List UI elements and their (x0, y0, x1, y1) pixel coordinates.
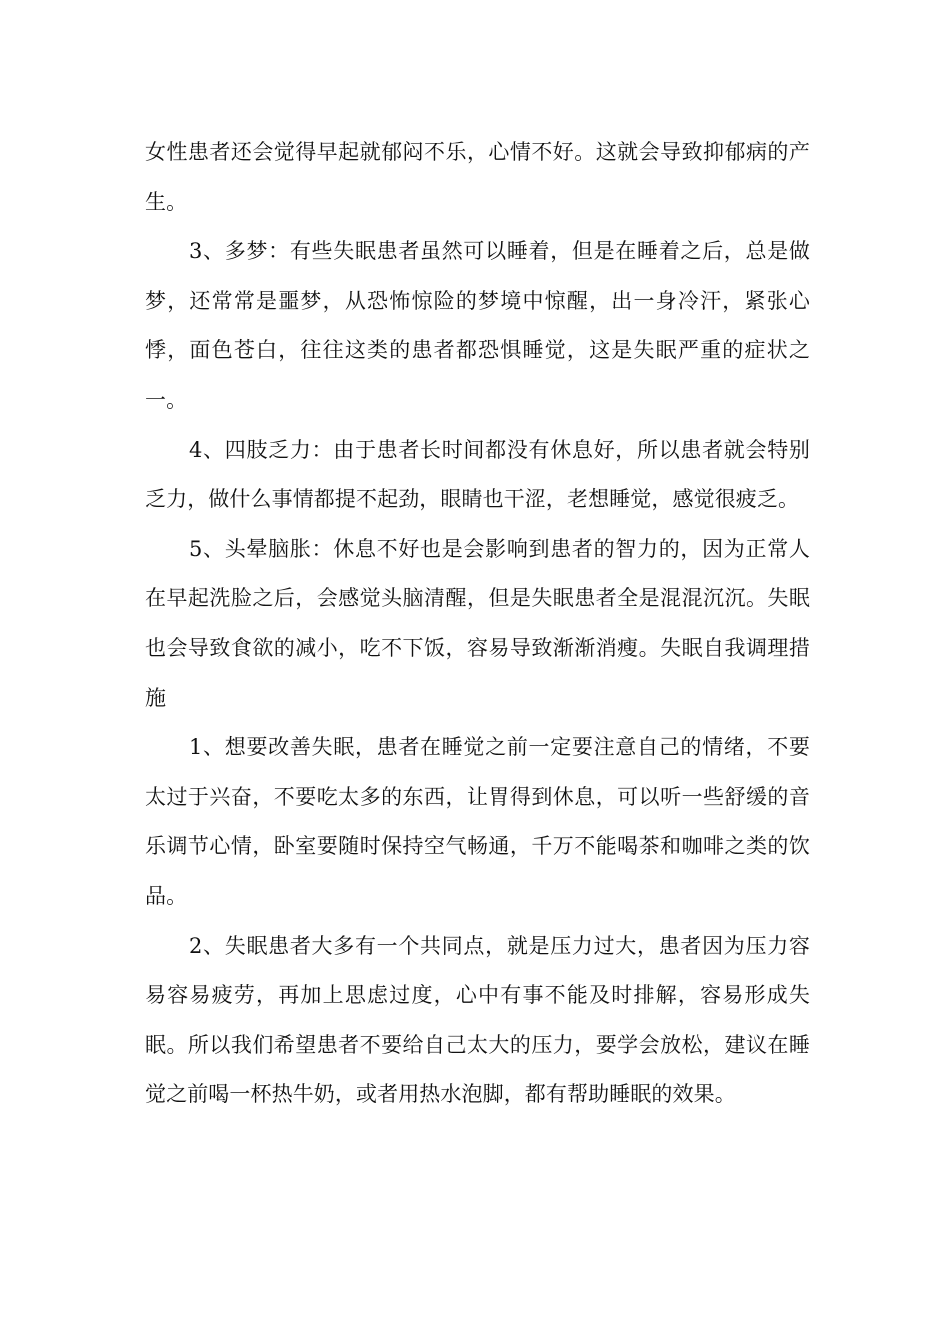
document-body (145, 128, 810, 1120)
paragraph-remedy-2: 2、失眠患者大多有一个共同点，就是压力过大，患者因为压力容易容易疲劳，再加上思虑过度，心中有事不能及时排解，容易形成失眠。所以我们希望患者不要给自己太大的压力，要学会放松，建议在睡觉之前喝一杯热牛奶，或者用热水泡脚，都有帮助睡眠的效果。 (145, 933, 810, 1107)
paragraph-dizziness: 5、头晕脑胀：休息不好也是会影响到患者的智力的，因为正常人在早起洗脸之后，会感觉头脑清醒，但是失眠患者全是混混沉沉。失眠也会导致食欲的减小，吃不下饭，容易导致渐渐消瘦。失眠自我调理措施 (145, 536, 810, 710)
paragraph-continuation: 女性患者还会觉得早起就郁闷不乐，心情不好。这就会导致抑郁病的产生。 (145, 140, 810, 214)
paragraph-remedy-1: 1、想要改善失眠，患者在睡觉之前一定要注意自己的情绪，不要太过于兴奋，不要吃太多的东西，让胃得到休息，可以听一些舒缓的音乐调节心情，卧室要随时保持空气畅通，千万不能喝茶和咖啡之类的饮品。 (145, 735, 810, 908)
paragraph-dreaming: 3、多梦：有些失眠患者虽然可以睡着，但是在睡着之后，总是做梦，还常常是噩梦，从恐怖惊险的梦境中惊醒，出一身冷汗，紧张心悸，面色苍白，往往这类的患者都恐惧睡觉，这是失眠严重的症状之一。 (145, 239, 810, 412)
paragraph-fatigue: 4、四肢乏力：由于患者长时间都没有休息好，所以患者就会特别乏力，做什么事情都提不起劲，眼睛也干涩，老想睡觉，感觉很疲乏。 (145, 437, 810, 512)
